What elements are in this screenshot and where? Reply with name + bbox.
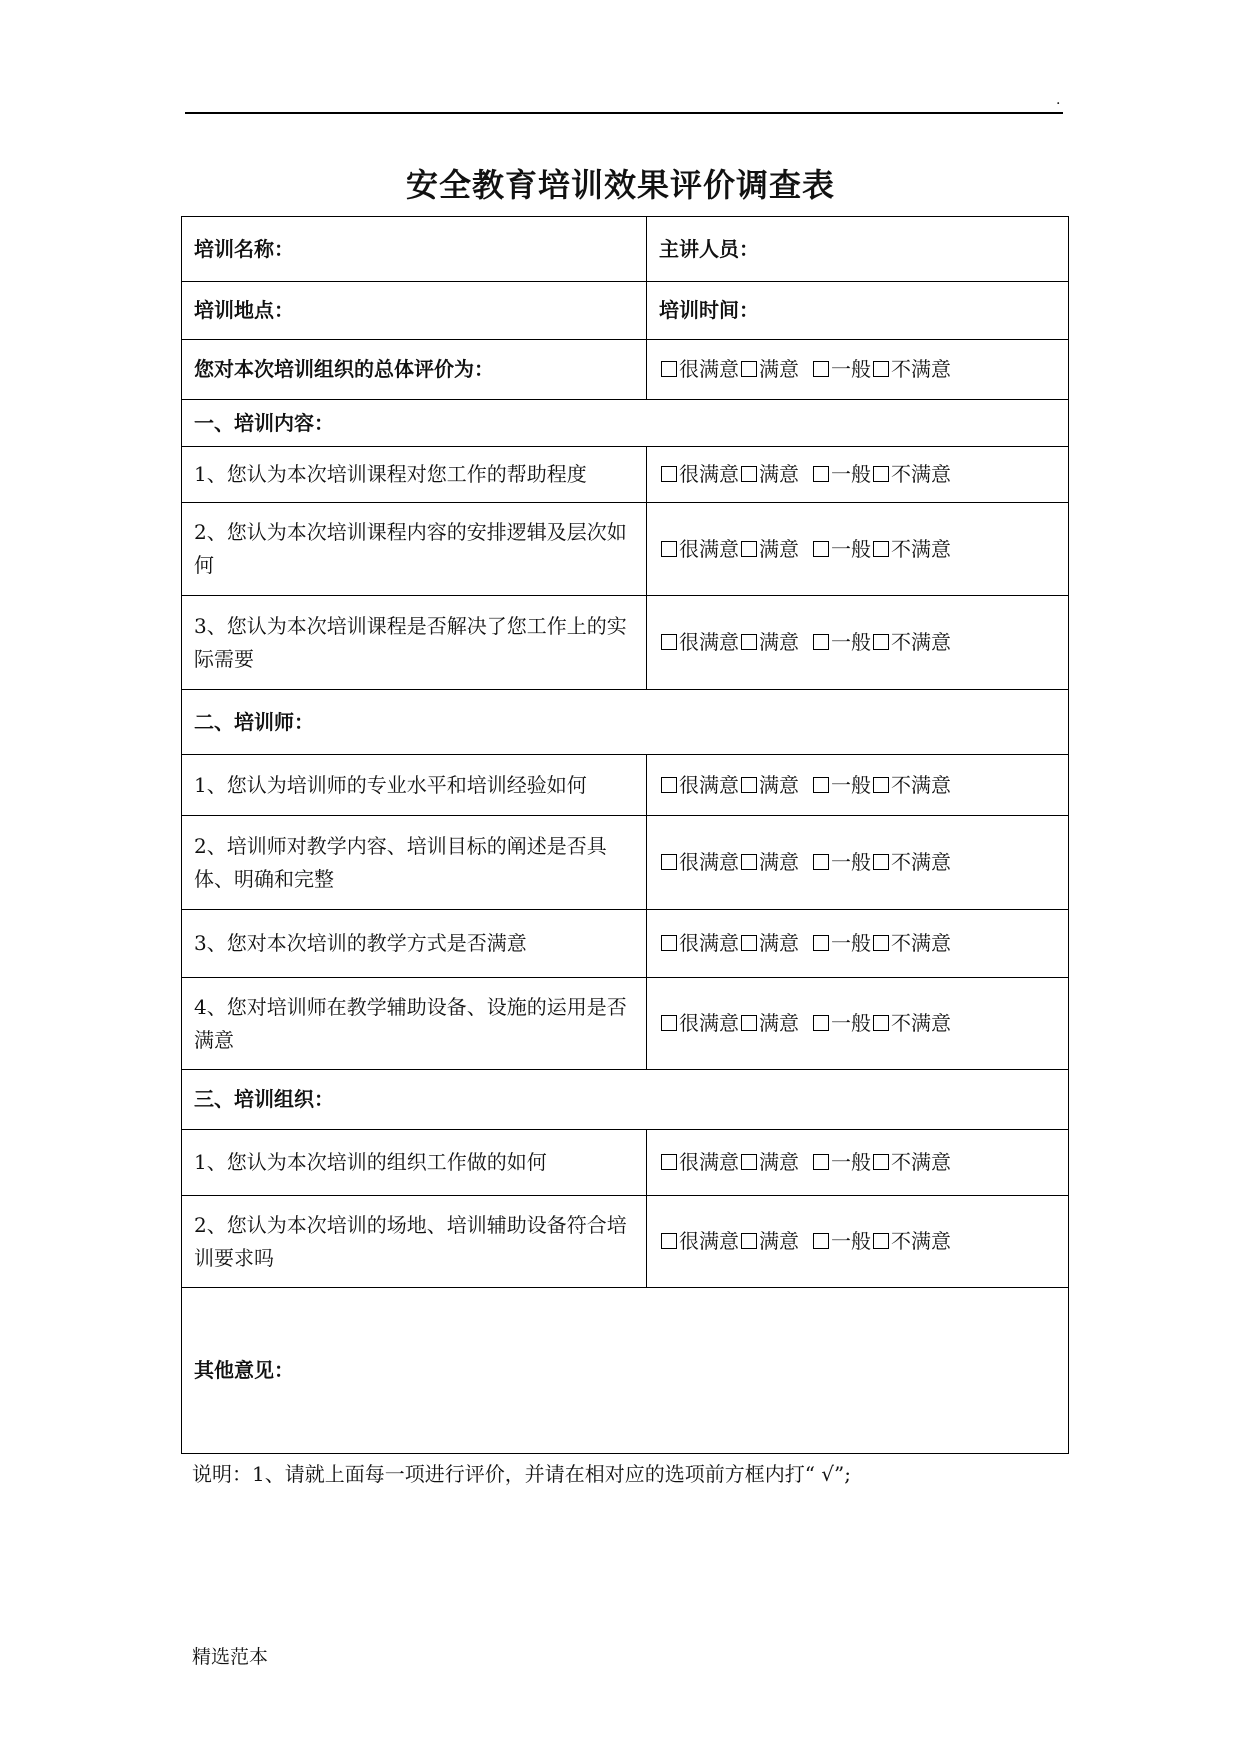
checkbox[interactable] bbox=[661, 854, 677, 870]
option-label: 很满意 bbox=[679, 630, 739, 654]
checkbox[interactable] bbox=[741, 634, 757, 650]
page-title: 安全教育培训效果评价调查表 bbox=[405, 166, 835, 204]
question-row bbox=[182, 910, 1069, 978]
option-label: 满意 bbox=[759, 536, 799, 561]
option-label: 一般 bbox=[831, 772, 871, 797]
option-label: 一般 bbox=[831, 1150, 871, 1174]
checkbox[interactable] bbox=[661, 777, 677, 793]
question-row bbox=[182, 816, 1069, 910]
rating-options bbox=[647, 978, 1069, 1070]
checkbox[interactable] bbox=[661, 361, 677, 377]
footer-text: 精选范本 bbox=[192, 1646, 269, 1668]
question-text: 3、您认为本次培训课程是否解决了您工作上的实际需要 bbox=[182, 596, 647, 690]
checkbox[interactable] bbox=[813, 1233, 829, 1249]
option-label: 很满意 bbox=[679, 1229, 739, 1253]
rating-options bbox=[647, 910, 1069, 978]
checkbox[interactable] bbox=[813, 541, 829, 557]
checkbox[interactable] bbox=[813, 777, 829, 793]
checkbox[interactable] bbox=[873, 935, 889, 951]
checkbox[interactable] bbox=[741, 361, 757, 377]
other-comments-field[interactable]: 其他意见： bbox=[182, 1288, 1069, 1454]
rating-options bbox=[647, 1196, 1069, 1288]
question-row bbox=[182, 1130, 1069, 1196]
checkbox[interactable] bbox=[741, 1015, 757, 1031]
checkbox[interactable] bbox=[873, 854, 889, 870]
option-label: 很满意 bbox=[679, 462, 739, 486]
checkbox[interactable] bbox=[873, 1154, 889, 1170]
question-text: 1、您认为本次培训课程对您工作的帮助程度 bbox=[182, 447, 647, 503]
option-label: 不满意 bbox=[891, 1011, 951, 1035]
checkbox[interactable] bbox=[873, 541, 889, 557]
rating-options bbox=[647, 596, 1069, 690]
rating-options bbox=[647, 816, 1069, 910]
checkbox[interactable] bbox=[741, 935, 757, 951]
overall-row bbox=[182, 340, 1069, 400]
option-label: 不满意 bbox=[891, 772, 951, 797]
question-row bbox=[182, 1196, 1069, 1288]
option-label: 不满意 bbox=[891, 357, 951, 381]
checkbox[interactable] bbox=[661, 1015, 677, 1031]
option-label: 一般 bbox=[831, 462, 871, 486]
training-name-field[interactable]: 培训名称： bbox=[182, 217, 647, 282]
question-row bbox=[182, 447, 1069, 503]
option-label: 不满意 bbox=[891, 931, 951, 955]
option-label: 不满意 bbox=[891, 1150, 951, 1174]
option-label: 很满意 bbox=[679, 357, 739, 381]
option-label: 很满意 bbox=[679, 1150, 739, 1174]
question-text: 2、您认为本次培训的场地、培训辅助设备符合培训要求吗 bbox=[182, 1196, 647, 1288]
checkbox[interactable] bbox=[741, 1154, 757, 1170]
question-row bbox=[182, 755, 1069, 816]
option-label: 很满意 bbox=[679, 772, 739, 797]
option-label: 很满意 bbox=[679, 536, 739, 561]
header-rule bbox=[185, 112, 1063, 114]
option-label: 满意 bbox=[759, 462, 799, 486]
option-label: 满意 bbox=[759, 630, 799, 654]
checkbox[interactable] bbox=[813, 634, 829, 650]
section-header-row bbox=[182, 400, 1069, 447]
option-label: 一般 bbox=[831, 1229, 871, 1253]
option-label: 满意 bbox=[759, 1229, 799, 1253]
option-label: 一般 bbox=[831, 357, 871, 381]
question-text: 2、您认为本次培训课程内容的安排逻辑及层次如何 bbox=[182, 503, 647, 596]
info-row-1 bbox=[182, 217, 1069, 282]
section-header-row bbox=[182, 1070, 1069, 1130]
option-label: 满意 bbox=[759, 1150, 799, 1174]
checkbox[interactable] bbox=[813, 935, 829, 951]
rating-options bbox=[647, 1130, 1069, 1196]
checkbox[interactable] bbox=[741, 1233, 757, 1249]
survey-table bbox=[181, 216, 1069, 1454]
info-row-2 bbox=[182, 282, 1069, 340]
question-text: 1、您认为培训师的专业水平和培训经验如何 bbox=[182, 755, 647, 816]
question-row bbox=[182, 596, 1069, 690]
option-label: 一般 bbox=[831, 850, 871, 874]
question-text: 1、您认为本次培训的组织工作做的如何 bbox=[182, 1130, 647, 1196]
checkbox[interactable] bbox=[661, 466, 677, 482]
option-label: 不满意 bbox=[891, 462, 951, 486]
checkbox[interactable] bbox=[813, 1015, 829, 1031]
checkbox[interactable] bbox=[813, 466, 829, 482]
checkbox[interactable] bbox=[873, 466, 889, 482]
option-label: 满意 bbox=[759, 1011, 799, 1035]
checkbox[interactable] bbox=[873, 1233, 889, 1249]
section-title: 一、培训内容： bbox=[182, 400, 1069, 447]
checkbox[interactable] bbox=[741, 854, 757, 870]
speaker-field[interactable]: 主讲人员： bbox=[647, 217, 1069, 282]
rating-options bbox=[647, 503, 1069, 596]
option-label: 满意 bbox=[759, 772, 799, 797]
checkbox[interactable] bbox=[661, 1154, 677, 1170]
checkbox[interactable] bbox=[661, 935, 677, 951]
checkbox[interactable] bbox=[873, 634, 889, 650]
checkbox[interactable] bbox=[661, 1233, 677, 1249]
option-label: 不满意 bbox=[891, 850, 951, 874]
option-label: 不满意 bbox=[891, 536, 951, 561]
option-label: 一般 bbox=[831, 931, 871, 955]
question-text: 3、您对本次培训的教学方式是否满意 bbox=[182, 910, 647, 978]
rating-options bbox=[647, 755, 1069, 816]
option-label: 很满意 bbox=[679, 931, 739, 955]
section-title: 二、培训师： bbox=[182, 690, 1069, 755]
other-comments-row bbox=[182, 1288, 1069, 1454]
option-label: 一般 bbox=[831, 630, 871, 654]
option-label: 不满意 bbox=[891, 630, 951, 654]
overall-question: 您对本次培训组织的总体评价为： bbox=[182, 340, 647, 400]
option-label: 满意 bbox=[759, 931, 799, 955]
training-location-field[interactable]: 培训地点： bbox=[182, 282, 647, 340]
option-label: 很满意 bbox=[679, 1011, 739, 1035]
checkbox[interactable] bbox=[741, 466, 757, 482]
question-text: 4、您对培训师在教学辅助设备、设施的运用是否满意 bbox=[182, 978, 647, 1070]
checkbox[interactable] bbox=[741, 777, 757, 793]
checkbox[interactable] bbox=[661, 541, 677, 557]
checkbox[interactable] bbox=[661, 634, 677, 650]
rating-options bbox=[647, 340, 1069, 400]
option-label: 一般 bbox=[831, 536, 871, 561]
checkbox[interactable] bbox=[813, 854, 829, 870]
checkbox[interactable] bbox=[741, 541, 757, 557]
rating-options bbox=[647, 447, 1069, 503]
checkbox[interactable] bbox=[873, 1015, 889, 1031]
option-label: 满意 bbox=[759, 357, 799, 381]
question-text: 2、培训师对教学内容、培训目标的阐述是否具体、明确和完整 bbox=[182, 816, 647, 910]
option-label: 很满意 bbox=[679, 850, 739, 874]
instruction-note: 说明：1、请就上面每一项进行评价，并请在相对应的选项前方框内打“ √”; bbox=[192, 1462, 852, 1486]
checkbox[interactable] bbox=[873, 777, 889, 793]
question-row bbox=[182, 503, 1069, 596]
option-label: 满意 bbox=[759, 850, 799, 874]
checkbox[interactable] bbox=[873, 361, 889, 377]
option-label: 一般 bbox=[831, 1011, 871, 1035]
section-title: 三、培训组织： bbox=[182, 1070, 1069, 1130]
checkbox[interactable] bbox=[813, 361, 829, 377]
option-label: 不满意 bbox=[891, 1229, 951, 1253]
checkbox[interactable] bbox=[813, 1154, 829, 1170]
section-header-row bbox=[182, 690, 1069, 755]
header-dot: . bbox=[1056, 92, 1061, 108]
training-time-field[interactable]: 培训时间： bbox=[647, 282, 1069, 340]
question-row bbox=[182, 978, 1069, 1070]
